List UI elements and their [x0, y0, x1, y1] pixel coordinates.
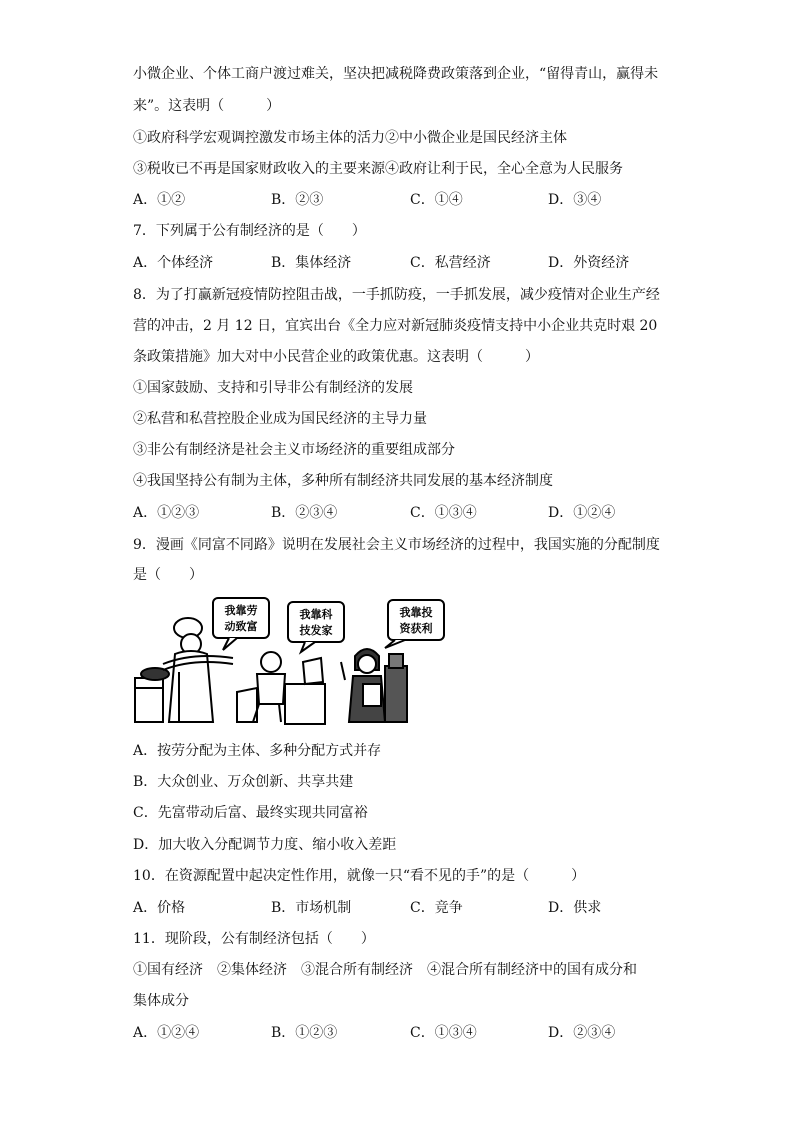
q11-option-a[interactable]: A．①②④: [133, 1025, 200, 1041]
q8-option-a[interactable]: A．①②③: [133, 505, 200, 521]
q7-option-c[interactable]: C．私营经济: [410, 255, 491, 271]
bubble3-line2: 资获利: [399, 622, 433, 635]
q11-option-b[interactable]: B．①②③: [271, 1025, 338, 1041]
q9-stem-line-2: 是（ ）: [133, 567, 203, 583]
q8-statement-2: ②私营和私营控股企业成为国民经济的主导力量: [133, 411, 427, 427]
q8-stem-line-2: 营的冲击，2 月 12 日，宜宾出台《全力应对新冠肺炎疫情支持中小企业共克时艰 20: [133, 318, 658, 334]
q9-option-b[interactable]: B．大众创业、万众创新、共享共建: [133, 774, 354, 790]
q6-option-a[interactable]: A．①②: [133, 192, 186, 208]
q10-option-d[interactable]: D．供求: [548, 900, 602, 916]
speech-bubble-labor: [213, 598, 269, 650]
q7-stem: 7．下列属于公有制经济的是（ ）: [133, 223, 366, 239]
q8-stem-line-1: 8．为了打赢新冠疫情防控阻击战，一手抓防疫，一手抓发展，减少疫情对企业生产经: [133, 287, 660, 303]
q10-option-c[interactable]: C．竞争: [410, 900, 463, 916]
q7-option-b[interactable]: B．集体经济: [271, 255, 352, 271]
q9-option-a[interactable]: A．按劳分配为主体、多种分配方式并存: [133, 743, 382, 759]
q11-option-d[interactable]: D．②③④: [548, 1025, 616, 1041]
q9-stem-line-1: 9．漫画《同富不同路》说明在发展社会主义市场经济的过程中，我国实施的分配制度: [133, 537, 660, 553]
speech-bubble-investment: [385, 600, 444, 648]
cartoon-image: [133, 592, 451, 728]
bubble2-line2: 技发家: [299, 624, 333, 637]
q7-option-a[interactable]: A．个体经济: [133, 255, 214, 271]
bubble1-line1: 我靠劳: [224, 604, 258, 617]
q7-option-d[interactable]: D．外资经济: [548, 255, 630, 271]
bubble2-line1: 我靠科: [299, 608, 333, 621]
q11-statements-line-1: ①国有经济 ②集体经济 ③混合所有制经济 ④混合所有制经济中的国有成分和: [133, 962, 637, 978]
speech-bubble-technology: [288, 602, 344, 652]
q11-option-c[interactable]: C．①③④: [410, 1025, 477, 1041]
q8-option-b[interactable]: B．②③④: [271, 505, 338, 521]
investor-figure: [341, 649, 407, 722]
q8-option-c[interactable]: C．①③④: [410, 505, 477, 521]
q10-stem: 10．在资源配置中起决定性作用，就像一只“看不见的手”的是（ ）: [133, 868, 586, 884]
q6-option-b[interactable]: B．②③: [271, 192, 324, 208]
bubble3-line1: 我靠投: [399, 606, 433, 619]
q8-statement-4: ④我国坚持公有制为主体，多种所有制经济共同发展的基本经济制度: [133, 473, 553, 489]
q8-option-d[interactable]: D．①②④: [548, 505, 616, 521]
q8-stem-line-3: 条政策措施》加大对中小民营企业的政策优惠。这表明（ ）: [133, 349, 539, 365]
q8-statement-1: ①国家鼓励、支持和引导非公有制经济的发展: [133, 380, 413, 396]
q11-statements-line-2: 集体成分: [133, 993, 189, 1009]
q11-stem: 11．现阶段，公有制经济包括（ ）: [133, 931, 375, 947]
q6-option-c[interactable]: C．①④: [410, 192, 463, 208]
bubble1-line2: 动致富: [224, 620, 258, 633]
q8-statement-3: ③非公有制经济是社会主义市场经济的重要组成部分: [133, 442, 455, 458]
q10-option-a[interactable]: A．价格: [133, 900, 186, 916]
q6-stem-line-2: 来”。这表明（ ）: [133, 98, 281, 114]
q9-option-d[interactable]: D．加大收入分配调节力度、缩小收入差距: [133, 837, 397, 853]
q6-stem-line-1: 小微企业、个体工商户渡过难关，坚决把减税降费政策落到企业，“留得青山，赢得未: [133, 66, 659, 82]
q10-option-b[interactable]: B．市场机制: [271, 900, 352, 916]
q6-statements-2: ③税收已不再是国家财政收入的主要来源④政府让利于民，全心全意为人民服务: [133, 161, 623, 177]
q6-statements-1: ①政府科学宏观调控激发市场主体的活力②中小微企业是国民经济主体: [133, 130, 567, 146]
q9-option-c[interactable]: C．先富带动后富、最终实现共同富裕: [133, 805, 368, 821]
computer-worker-figure: [237, 652, 325, 724]
q6-option-d[interactable]: D．③④: [548, 192, 602, 208]
